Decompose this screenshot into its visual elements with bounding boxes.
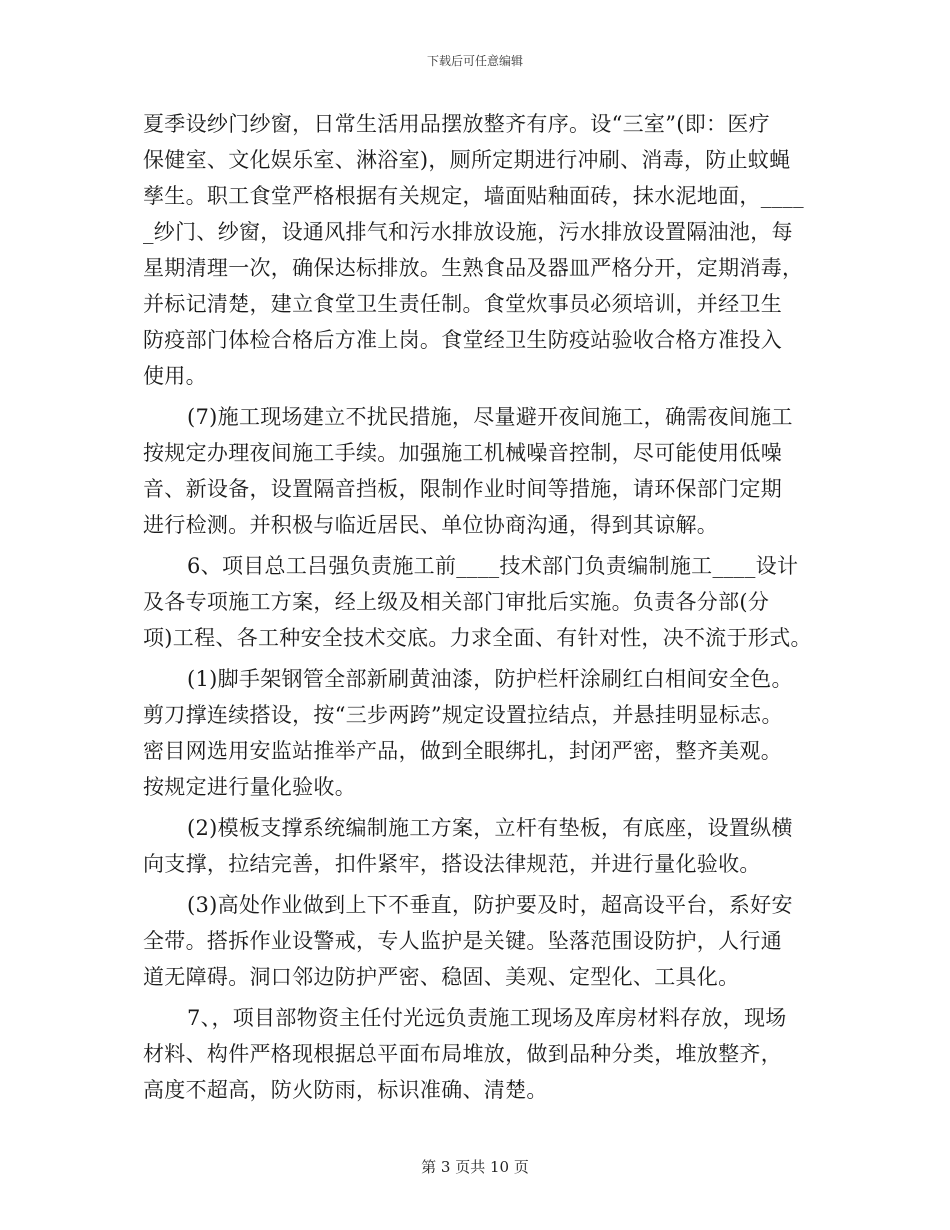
text-line: 按规定进行量化验收。 — [143, 775, 356, 799]
text-line: 并标记清楚，建立食堂卫生责任制。食堂炊事员必须培训，并经卫生 — [143, 292, 782, 316]
paragraph-item-1-scaffold — [143, 661, 823, 805]
document-body — [143, 106, 823, 1108]
text-line: 剪刀撑连续搭设，按“三步两跨”规定设置拉结点，并悬挂明显标志。 — [143, 703, 783, 727]
text-line: (3)高处作业做到上下不垂直，防护要及时，超高设平台，系好安 — [187, 893, 793, 917]
paragraph-section-6 — [143, 548, 823, 656]
text-line: 使用。 — [143, 364, 207, 388]
text-line: 防疫部门体检合格后方准上岗。食堂经卫生防疫站验收合格方准投入 — [143, 328, 782, 352]
paragraph-item-3-height-work — [143, 887, 823, 995]
text-line: 孳生。职工食堂严格根据有关规定，墙面贴釉面砖，抹水泥地面，____ — [143, 184, 804, 208]
text-line: (7)施工现场建立不扰民措施，尽量避开夜间施工，确需夜间施工 — [187, 405, 793, 429]
text-line: 7、，项目部物资主任付光远负责施工现场及库房材料存放，现场 — [187, 1006, 787, 1030]
text-line: 音、新设备，设置隔音挡板，限制作业时间等措施，请环保部门定期 — [143, 477, 782, 501]
text-line: 保健室、文化娱乐室、淋浴室)，厕所定期进行冲刷、消毒，防止蚊蝇 — [143, 148, 791, 172]
text-line: 进行检测。并积极与临近居民、单位协商沟通，得到其谅解。 — [143, 513, 719, 537]
paragraph-item-2-formwork — [143, 810, 823, 882]
text-line: 高度不超高，防火防雨，标识准确、清楚。 — [143, 1078, 548, 1102]
page-number: 第 3 页共 10 页 — [421, 1158, 529, 1176]
text-line: 全带。搭拆作业设警戒，专人监护是关键。坠落范围设防护，人行通 — [143, 929, 782, 953]
text-line: 向支撑，拉结完善，扣件紧牢，搭设法律规范，并进行量化验收。 — [143, 852, 761, 876]
text-line: 按规定办理夜间施工手续。加强施工机械噪音控制，尽可能使用低噪 — [143, 441, 782, 465]
text-line: 及各专项施工方案，经上级及相关部门审批后实施。负责各分部(分 — [143, 590, 770, 614]
text-line: 材料、构件严格现根据总平面布局堆放，做到品种分类，堆放整齐， — [143, 1042, 782, 1066]
text-line: 夏季设纱门纱窗，日常生活用品摆放整齐有序。设“三室”(即：医疗 — [143, 112, 770, 136]
paragraph-dormitory-hygiene — [143, 106, 823, 394]
page-header: 下载后可任意编辑 — [426, 54, 523, 68]
text-line: (1)脚手架钢管全部新刷黄油漆，防护栏杆涂刷红白相间安全色。 — [187, 667, 793, 691]
text-line: _纱门、纱窗，设通风排气和污水排放设施，污水排放设置隔油池，每 — [143, 220, 793, 244]
text-line: 6、项目总工吕强负责施工前____技术部门负责编制施工____设计 — [187, 554, 799, 578]
text-line: 道无障碍。洞口邻边防护严密、稳固、美观、定型化、工具化。 — [143, 965, 740, 989]
paragraph-item-7-noise — [143, 399, 823, 543]
text-line: (2)模板支撑系统编制施工方案，立杆有垫板，有底座，设置纵横 — [187, 816, 793, 840]
text-line: 星期清理一次，确保达标排放。生熟食品及器皿严格分开，定期消毒， — [143, 256, 804, 280]
text-line: 项)工程、各工种安全技术交底。力求全面、有针对性，决不流于形式。 — [143, 626, 812, 650]
paragraph-section-7 — [143, 1000, 823, 1108]
text-line: 密目网选用安监站推举产品，做到全眼绑扎，封闭严密，整齐美观。 — [143, 739, 782, 763]
